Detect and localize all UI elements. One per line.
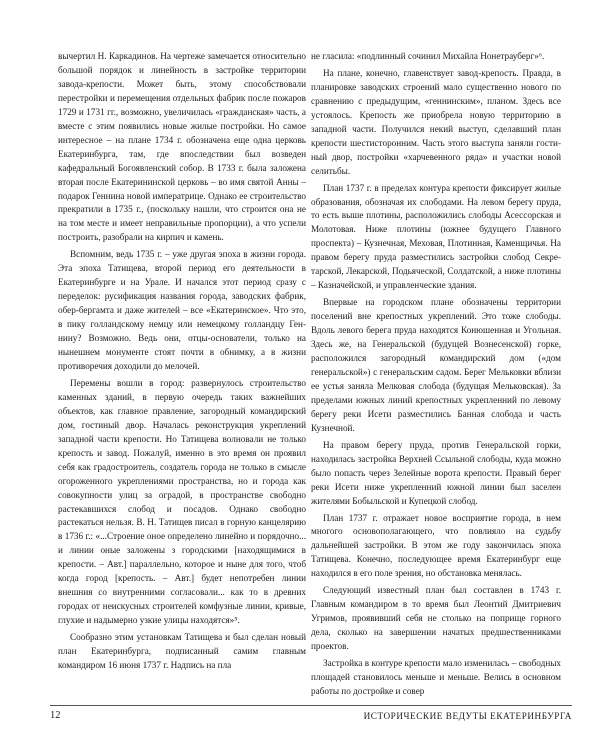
running-title: ИСТОРИЧЕСКИЕ ВЕДУТЫ ЕКАТЕРИНБУРГА	[363, 711, 572, 721]
paragraph: Перемены вошли в город: развернулось строительство каменных зданий, в первую очередь таких важнейших объектов, как главное правление, загородный командирский дом, гостиный двор. Началась реконструкция укреплений западной части крепости. Но Татищева волновали не только крепость и завод. Пожалуй, именно в это время он проявил себя как градостроитель, создатель города не только в смысле огороженного укреплениями пространства, но и города как совокупности улиц за оградой, в пространстве свободно растекавшихся слобод и посадов. Однако свободно растекаться нельзя. В. Н. Татищев писал в горную канцелярию в 1736 г.: «...Строение оное определено линейно и порядочно... и линии оные заложены з городскими [находящимися в крепости. – Авт.] параллельно, которое и ныне для того, чтоб когда город [крепость. – Авт.] будет непотребен линии внешния со внутренними согласовали... как то в древних городах от неискусных строителей комфузные линии, кривые, глухие и надымерно узкие улицы находятся»⁵.	[58, 377, 306, 626]
right-text-column	[311, 50, 561, 699]
page-number: 12	[50, 710, 61, 721]
paragraph: Впервые на городском плане обозначены территории поселений вне крепостных укреплений. Это тоже слободы. Вдоль левого берега пруда находятся Конюшенная и Угольная. Здесь же, на Генеральской (будущей Вознесенской) горке, расположился загородный командирский дом («дом генеральской») с генеральским садом. Берег Мельковки вблизи ее устья заняла Мелковая слобода (будущая Мельковская). За пределами южных линий крепостных укрепленний по левому берегу реки Исети разместились Банная слобода и часть Кузнечной.	[311, 297, 561, 433]
footer-divider	[50, 705, 572, 706]
paragraph: вычертил Н. Каркадинов. На чертеже замечается относительно большой порядок и линейность в застройке территории завода-крепости. Может быть, этому способствовали перестройки и перемещения отдельных фабрик после пожаров 1729 и 1731 гг., возможно, увеличилась «гражданская» часть, а вместе с этим появились новые жилые постройки. Но самое интересное – на плане 1734 г. обозначена еще одна церковь Екатеринбурга, там, где впоследствии был возведен кафедральный Богоявленский собор. В 1733 г. была заложена вторая после Екатерининской церковь – во имя святой Анны – подарок Геннина новой императрице. Однако ее строительство прекратили в 1735 г., (поскольку нашли, что строится она не на том месте и имеет неправильные пропорции), а что успели построить, разобрали на кирпич и камень.	[58, 51, 306, 243]
paragraph: На плане, конечно, главенствует завод-крепость. Правда, в планировке заводских строений мало существенно нового по сравнению с предыдущим, «геннинским», планом. Здесь все устоялось. Крепость же приобрела новую территорию в западной части. Получился некий выступ, сделавший план крепости шестисторонним. Часть этого выступа заняли гостиный двор, постройки «харчевенного ряда» и участки новой селитьбы.	[311, 67, 561, 176]
left-text-column	[58, 50, 306, 673]
paragraph: Застройка в контуре крепости мало изменилась – свободных площадей становилось меньше и меньше. Велись в основном работы по достройке и совер	[311, 658, 561, 696]
paragraph: План 1737 г. отражает новое восприятие города, в нем многого основополагающего, что повлияло на судьбу дальнейшей застройки. В этом же году закончилась эпоха Татищева. Конечно, последующее время Екатеринбург еще находился в его поле зрения, но обстановка менялась.	[311, 512, 561, 579]
paragraph: Сообразно этим установкам Татищева и был сделан новый план Екатеринбурга, подписанный самим главным командиром 16 июня 1737 г. Надпись на пла	[58, 632, 306, 670]
paragraph: не гласила: «подлинный сочинил Михайла Нонетрауберг»⁶.	[311, 51, 545, 61]
paragraph: План 1737 г. в пределах контура крепости фиксирует жилые образования, обозначая их слободами. На левом берегу пруда, то есть выше плотины, расположились слободы Асессорская и Молотовая. Ниже плотины (южнее будущего Главного проспекта) – Кузнечная, Меховая, Плотинная, Каменщичья. На правом берегу пруда разместились застройки слобод Секретарской, Лекарской, Подьяческой, Солдатской, а ниже плотины – Казначейской, и управленческие здания.	[311, 182, 561, 291]
paragraph: На правом берегу пруда, против Генеральской горки, находилась застройка Верхней Ссыльной слободы, куда можно было попасть через Зелейные ворота крепости. Правый берег реки Исети ниже укрепленний южной линии был заселен жителями Бобыльской и Купецкой слобод.	[311, 439, 561, 506]
paragraph: Вспомним, ведь 1735 г. – уже другая эпоха в жизни города. Эта эпоха Татищева, второй период его деятельности в Екатеринбурге и на Урале. И начался этот период сразу с переделок: русификация названия города, заводских фабрик, обер-бергамта и даже жителей – все «Екатеринское». Что это, в пику голландскому немцу или немецкому голландцу Геннину? Возможно. Ведь они, отцы-основатели, только на нынешнем монументе стоят почти в обнимку, а в жизни противоречия доходили до мелочей.	[58, 249, 306, 371]
paragraph: Следующий известный план был составлен в 1743 г. Главным командиром в то время был Леонтий Дмитриевич Угримов, проявивший себя не столько на поприще горного дела, сколько на завершении начатых предшественниками проектов.	[311, 585, 561, 652]
